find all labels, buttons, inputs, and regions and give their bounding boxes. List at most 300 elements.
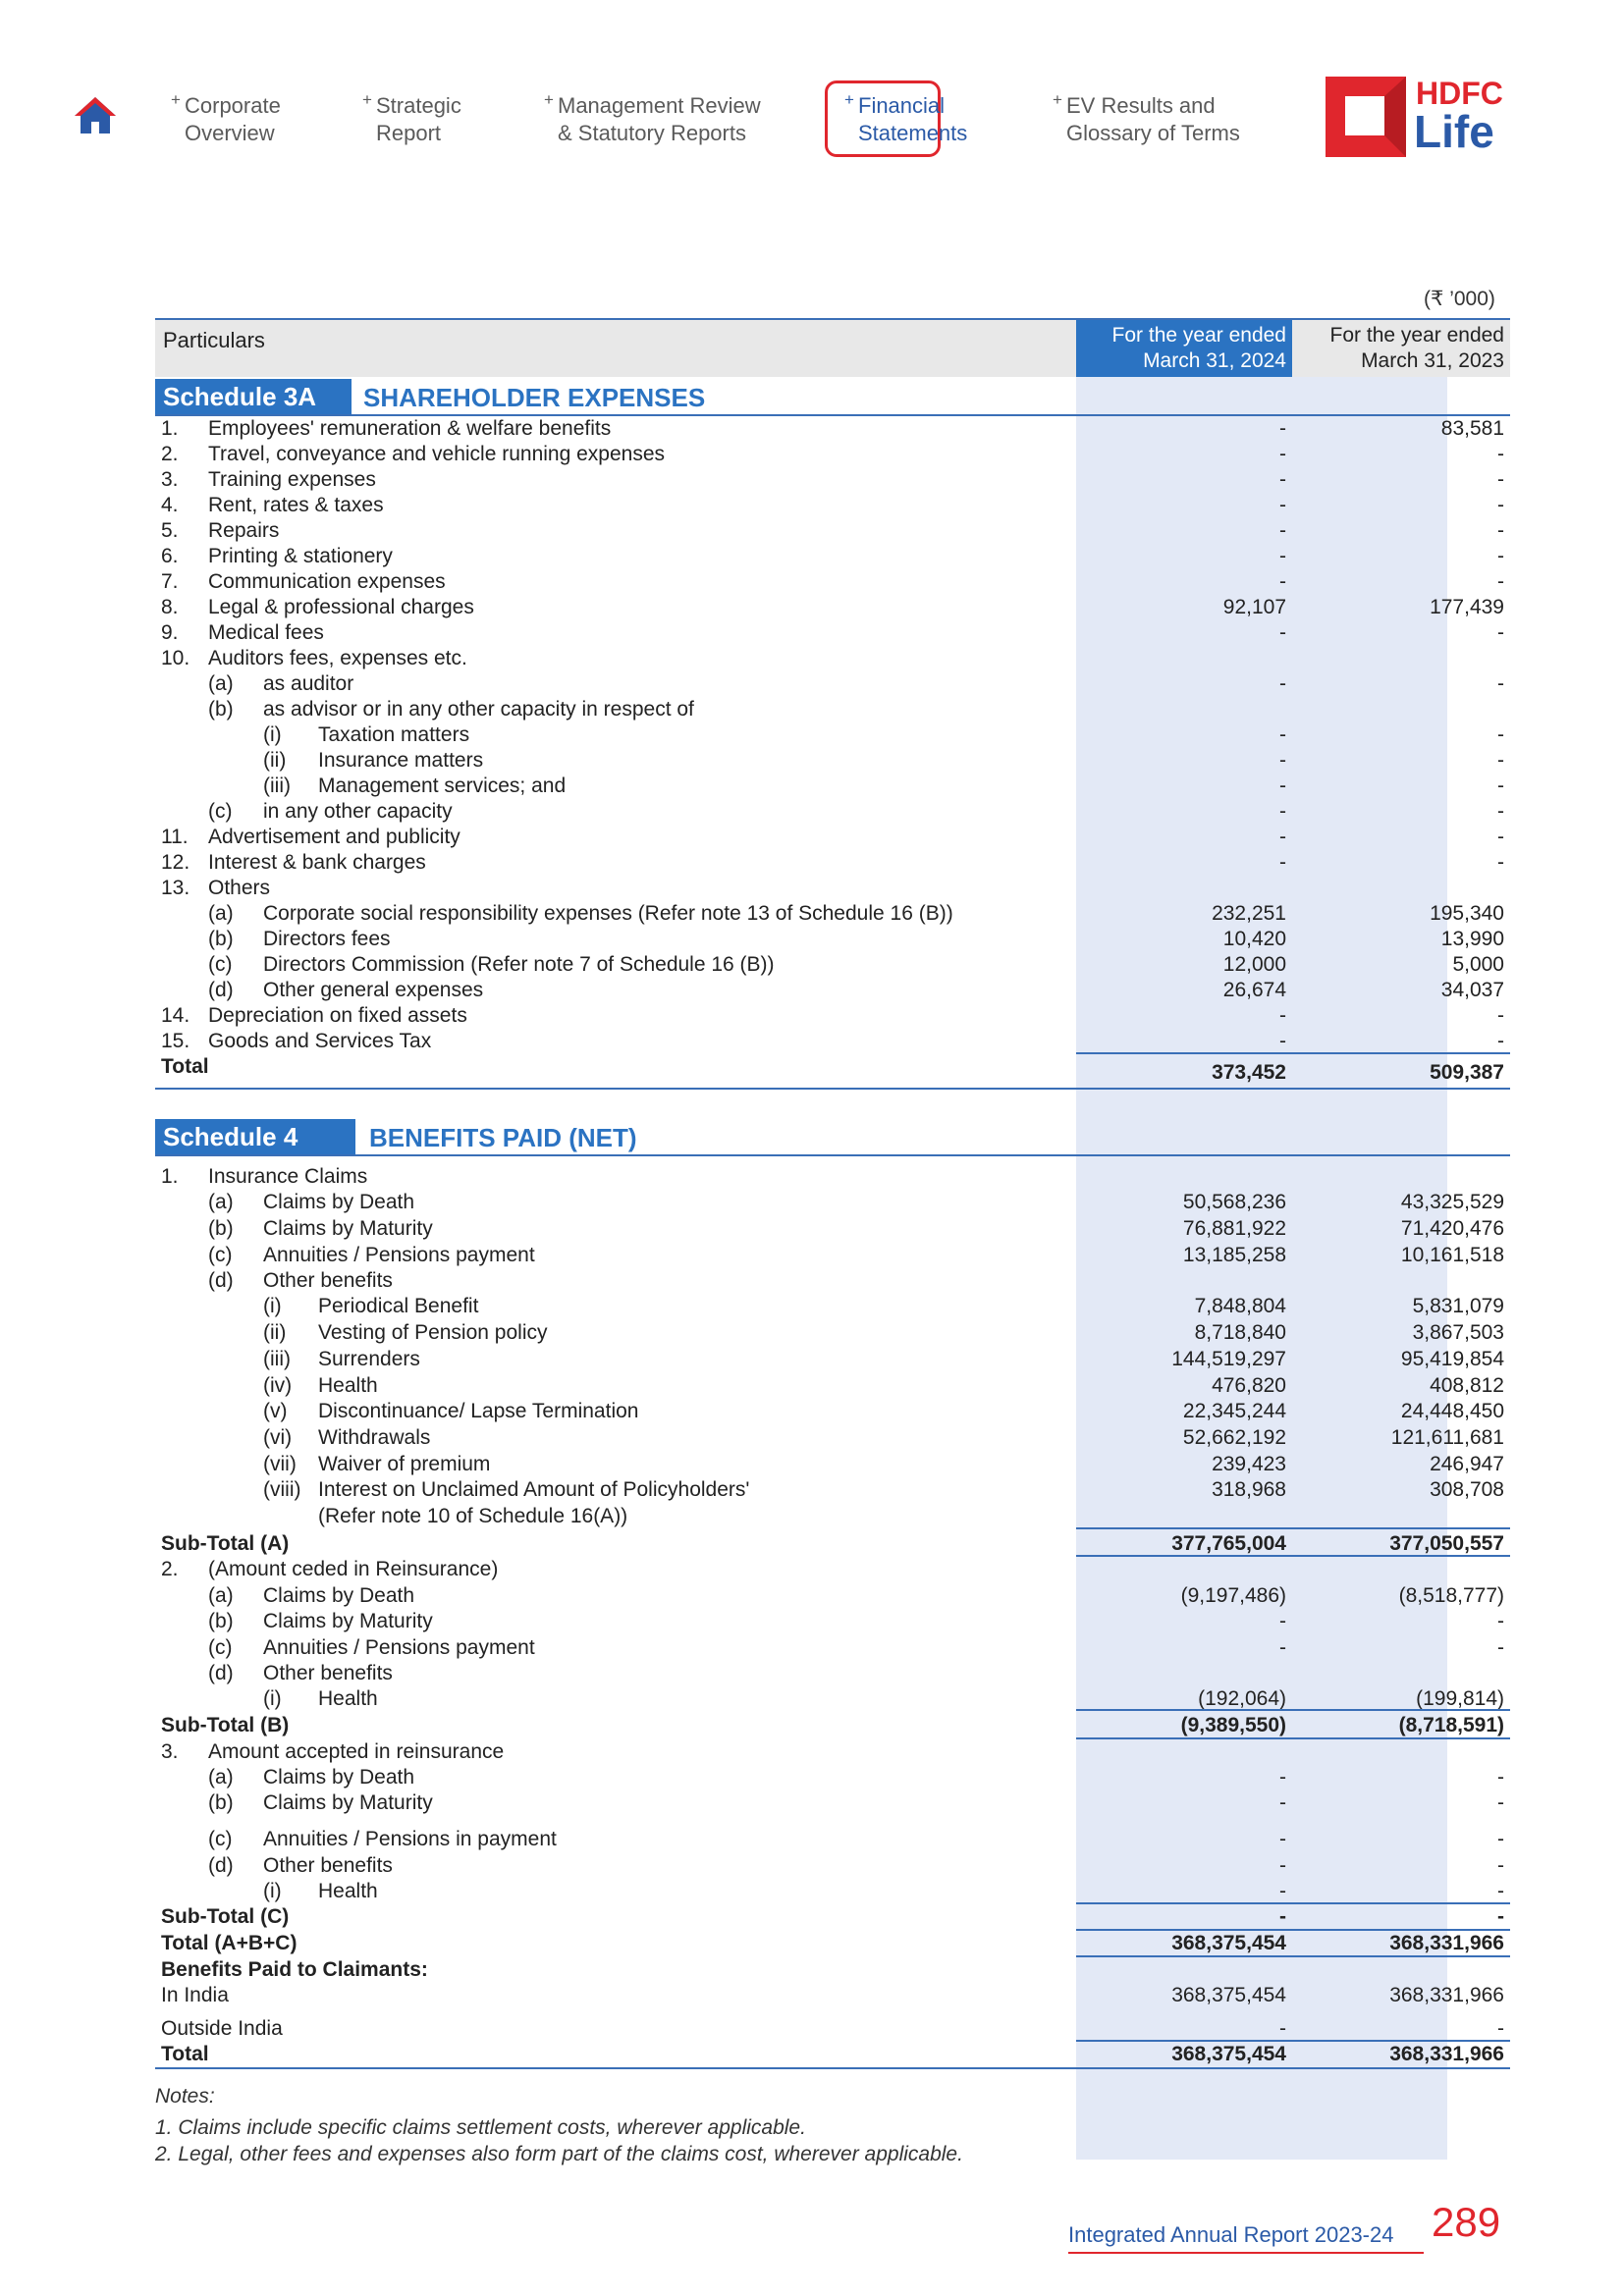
table-row (155, 927, 1510, 952)
logo-text-bottom: Life (1414, 106, 1494, 157)
row-label: Withdrawals (318, 1426, 431, 1449)
row-number: (d) (208, 1854, 234, 1877)
total-row (155, 1054, 1510, 1084)
header-fy2023-line2: March 31, 2023 (1361, 349, 1504, 372)
row-number: (ii) (263, 749, 287, 772)
row-label: Annuities / Pensions in payment (263, 1828, 557, 1850)
value-fy2023: 3,867,503 (1412, 1321, 1504, 1344)
row-number: 5. (161, 519, 179, 542)
row-label: Annuities / Pensions payment (263, 1636, 535, 1659)
rule-line (1076, 1555, 1292, 1557)
table-row (155, 1399, 1510, 1424)
table-row (155, 1425, 1510, 1451)
nav-label: EV Results and (1066, 93, 1216, 118)
row-label: Others (208, 877, 271, 899)
row-number: 14. (161, 1004, 190, 1027)
table-row (155, 1609, 1510, 1634)
rule-line (1076, 1902, 1292, 1904)
value-fy2024: - (1279, 2017, 1286, 2040)
value-fy2023: - (1497, 826, 1504, 848)
row-number: (i) (263, 1295, 282, 1317)
row-number: 12. (161, 851, 190, 874)
value-fy2024: 318,968 (1212, 1478, 1286, 1501)
table-row (155, 1983, 1510, 2008)
plus-icon: + (362, 90, 372, 109)
value-fy2023: - (1497, 1791, 1504, 1814)
table-row (155, 697, 1510, 722)
value-fy2024: 76,881,922 (1182, 1217, 1286, 1240)
value-fy2024: 144,519,297 (1171, 1348, 1286, 1370)
value-fy2024: - (1279, 443, 1286, 465)
value-fy2024: - (1279, 1610, 1286, 1632)
row-label: Vesting of Pension policy (318, 1321, 548, 1344)
value-fy2023: - (1497, 621, 1504, 644)
value-fy2024: - (1279, 621, 1286, 644)
row-label: as auditor (263, 672, 354, 695)
table-row (155, 544, 1510, 569)
plus-icon: + (544, 90, 554, 109)
value-fy2023: - (1497, 1766, 1504, 1789)
row-label: Annuities / Pensions payment (263, 1244, 535, 1266)
table-row (155, 978, 1510, 1003)
value-fy2023: 5,000 (1452, 953, 1504, 976)
plus-icon: + (1053, 90, 1062, 109)
value-fy2024: - (1279, 1030, 1286, 1052)
table-row (155, 1557, 1510, 1582)
nav-corporate-overview[interactable] (171, 90, 281, 147)
logo-mark-icon (1326, 77, 1406, 157)
notes-heading: Notes: (155, 2085, 215, 2108)
row-number: (b) (208, 1610, 234, 1632)
row-label: Claims by Maturity (263, 1610, 433, 1632)
value-fy2023: 24,448,450 (1400, 1400, 1504, 1422)
table-row (155, 569, 1510, 595)
row-label: Claims by Death (263, 1584, 415, 1607)
value-fy2024: 377,765,004 (1171, 1532, 1286, 1555)
table-row (155, 1320, 1510, 1346)
rule-line (1292, 2040, 1510, 2042)
row-label: Sub-Total (B) (161, 1714, 290, 1736)
table-row (155, 416, 1510, 442)
schedule-code: Schedule 4 (155, 1119, 355, 1154)
value-fy2024: 12,000 (1222, 953, 1286, 976)
value-fy2024: - (1279, 1854, 1286, 1877)
nav-label: Corporate (185, 93, 281, 118)
value-fy2024: 7,848,804 (1194, 1295, 1286, 1317)
table-row (155, 799, 1510, 825)
row-label: Amount accepted in reinsurance (208, 1740, 505, 1763)
value-fy2024: 368,375,454 (1171, 1932, 1286, 1954)
nav-label: Strategic (376, 93, 461, 118)
row-label: Discontinuance/ Lapse Termination (318, 1400, 639, 1422)
rule-line (1076, 2040, 1292, 2042)
nav-label: Overview (185, 121, 275, 145)
value-fy2023: - (1497, 519, 1504, 542)
row-label: Outside India (161, 2017, 283, 2040)
rule-line (1292, 1709, 1510, 1711)
row-number: (d) (208, 1269, 234, 1292)
row-label: Repairs (208, 519, 280, 542)
value-fy2024: 13,185,258 (1182, 1244, 1286, 1266)
row-number: (b) (208, 1791, 234, 1814)
row-label: Taxation matters (318, 723, 470, 746)
report-title: Integrated Annual Report 2023-24 (1068, 2222, 1394, 2247)
row-label: Claims by Maturity (263, 1217, 433, 1240)
row-number: (a) (208, 1766, 234, 1789)
plus-icon: + (171, 90, 181, 109)
value-fy2024: - (1279, 800, 1286, 823)
row-number: (b) (208, 928, 234, 950)
row-number: 10. (161, 647, 190, 669)
value-fy2023: 195,340 (1430, 902, 1504, 925)
value-fy2024: 373,452 (1212, 1061, 1286, 1084)
row-number: (c) (208, 1636, 233, 1659)
value-fy2023: - (1497, 1905, 1504, 1928)
row-number: (ii) (263, 1321, 287, 1344)
row-label: in any other capacity (263, 800, 453, 823)
nav-ev-results[interactable] (1053, 90, 1240, 147)
value-fy2024: 22,345,244 (1182, 1400, 1286, 1422)
value-fy2023: 10,161,518 (1400, 1244, 1504, 1266)
table-row (155, 774, 1510, 799)
row-label: Insurance matters (318, 749, 484, 772)
value-fy2023: - (1497, 570, 1504, 593)
table-row (155, 1827, 1510, 1852)
row-label: (Refer note 10 of Schedule 16(A)) (318, 1505, 628, 1527)
rule-line (1292, 1555, 1510, 1557)
row-number: (viii) (263, 1478, 301, 1501)
row-number: (i) (263, 723, 282, 746)
table-row (155, 1957, 1510, 1983)
table-row (155, 467, 1510, 493)
table-row (155, 825, 1510, 850)
header-fy2024-line1: For the year ended (1111, 324, 1286, 347)
table-row (155, 1583, 1510, 1609)
nav-management-review[interactable] (544, 90, 761, 147)
rule-line (155, 2067, 1510, 2069)
row-label: Total (A+B+C) (161, 1932, 298, 1954)
value-fy2023: - (1497, 2017, 1504, 2040)
row-number: (c) (208, 1244, 233, 1266)
table-row (155, 1003, 1510, 1029)
value-fy2023: 95,419,854 (1400, 1348, 1504, 1370)
table-row (155, 1635, 1510, 1661)
row-number: (d) (208, 979, 234, 1001)
value-fy2023: 246,947 (1430, 1453, 1504, 1475)
table-row (155, 1216, 1510, 1242)
value-fy2023: 368,331,966 (1389, 1984, 1504, 2006)
row-label: Medical fees (208, 621, 324, 644)
particulars-header: Particulars (163, 328, 265, 352)
row-label: Interest & bank charges (208, 851, 426, 874)
table-header (155, 318, 1510, 377)
table-row (155, 1531, 1510, 1557)
value-fy2023: 83,581 (1440, 417, 1504, 440)
row-number: 13. (161, 877, 190, 899)
value-fy2024: - (1279, 723, 1286, 746)
row-number: 2. (161, 1558, 179, 1580)
row-number: (v) (263, 1400, 288, 1422)
value-fy2023: (8,718,591) (1398, 1714, 1504, 1736)
value-fy2023: - (1497, 749, 1504, 772)
value-fy2024: 368,375,454 (1171, 2043, 1286, 2065)
value-fy2023: - (1497, 774, 1504, 797)
row-label: Claims by Death (263, 1766, 415, 1789)
header-fy2023-line1: For the year ended (1329, 324, 1504, 347)
value-fy2024: - (1279, 494, 1286, 516)
schedule-code: Schedule 3A (155, 379, 352, 414)
row-number: 11. (161, 826, 189, 848)
row-number: (d) (208, 1662, 234, 1684)
value-fy2024: - (1279, 826, 1286, 848)
nav-strategic-report[interactable] (362, 90, 461, 147)
row-label: Health (318, 1687, 378, 1710)
unit-label: (₹ ’000) (1424, 288, 1495, 310)
value-fy2023: - (1497, 1854, 1504, 1877)
value-fy2023: 43,325,529 (1400, 1191, 1504, 1213)
value-fy2023: (199,814) (1416, 1687, 1504, 1710)
value-fy2023: - (1497, 1610, 1504, 1632)
value-fy2024: - (1279, 1905, 1286, 1928)
row-label: Interest on Unclaimed Amount of Policyholders' (318, 1478, 750, 1501)
table-row (155, 901, 1510, 927)
table-row (155, 2042, 1510, 2067)
value-fy2024: - (1279, 570, 1286, 593)
value-fy2024: 52,662,192 (1182, 1426, 1286, 1449)
value-fy2024: - (1279, 1791, 1286, 1814)
page-number: 289 (1432, 2199, 1501, 2245)
table-row (155, 442, 1510, 467)
row-label: Surrenders (318, 1348, 420, 1370)
row-number: (i) (263, 1687, 282, 1710)
table-row (155, 1190, 1510, 1215)
note-item: 2. Legal, other fees and expenses also form part of the claims cost, wherever applicable. (155, 2143, 963, 2165)
nav-label: Management Review (558, 93, 761, 118)
nav-label: Glossary of Terms (1066, 121, 1240, 145)
value-fy2024: - (1279, 774, 1286, 797)
row-label: Health (318, 1374, 378, 1397)
plus-icon: + (844, 90, 854, 109)
table-row (155, 1790, 1510, 1816)
value-fy2023: 308,708 (1430, 1478, 1504, 1501)
table-row (155, 1373, 1510, 1399)
value-fy2023: - (1497, 545, 1504, 567)
row-label: Rent, rates & taxes (208, 494, 384, 516)
logo-text-top: HDFC (1416, 76, 1503, 111)
schedule-4-header (155, 1119, 1510, 1156)
row-number: (vi) (263, 1426, 293, 1449)
value-fy2024: (9,197,486) (1180, 1584, 1286, 1607)
row-number: 15. (161, 1030, 190, 1052)
table-row (155, 1294, 1510, 1319)
value-fy2023: - (1497, 851, 1504, 874)
row-number: 1. (161, 417, 179, 440)
table-row (155, 646, 1510, 671)
value-fy2023: - (1497, 1828, 1504, 1850)
row-label: Claims by Death (263, 1191, 415, 1213)
value-fy2024: - (1279, 672, 1286, 695)
rule-line (1292, 1955, 1510, 1957)
table-row (155, 620, 1510, 646)
row-label: In India (161, 1984, 229, 2006)
table-row (155, 1879, 1510, 1904)
row-label: Sub-Total (A) (161, 1532, 290, 1555)
value-fy2024: - (1279, 468, 1286, 491)
table-row (155, 1164, 1510, 1190)
section-rule (155, 1088, 1510, 1090)
value-fy2024: - (1279, 1828, 1286, 1850)
value-fy2023: - (1497, 468, 1504, 491)
row-number: (a) (208, 1191, 234, 1213)
table-row (155, 518, 1510, 544)
nav-label: Statements (858, 121, 968, 145)
row-number: (iii) (263, 774, 291, 797)
row-number: (vii) (263, 1453, 297, 1475)
row-label: Total (161, 1055, 209, 1078)
row-label: Other benefits (263, 1269, 393, 1292)
table-row (155, 1268, 1510, 1294)
note-item: 1. Claims include specific claims settlement costs, wherever applicable. (155, 2116, 806, 2139)
row-label: Benefits Paid to Claimants: (161, 1958, 428, 1981)
table-row (155, 671, 1510, 697)
table-row (155, 748, 1510, 774)
row-label: (Amount ceded in Reinsurance) (208, 1558, 499, 1580)
row-number: 1. (161, 1165, 179, 1188)
schedule-title: SHAREHOLDER EXPENSES (363, 383, 706, 412)
value-fy2023: 71,420,476 (1400, 1217, 1504, 1240)
rule-line (1076, 1527, 1292, 1529)
row-number: 3. (161, 1740, 179, 1763)
row-number: 3. (161, 468, 179, 491)
value-fy2023: 13,990 (1440, 928, 1504, 950)
footer-rule (1068, 2252, 1424, 2254)
value-fy2024: 50,568,236 (1182, 1191, 1286, 1213)
rule-line (1292, 1929, 1510, 1931)
row-number: (a) (208, 1584, 234, 1607)
row-number: (i) (263, 1880, 282, 1902)
value-fy2023: - (1497, 1880, 1504, 1902)
table-row (155, 850, 1510, 876)
header-fy2024-line2: March 31, 2024 (1143, 349, 1286, 372)
table-row (155, 952, 1510, 978)
row-label: Advertisement and publicity (208, 826, 460, 848)
value-fy2023: 377,050,557 (1389, 1532, 1504, 1555)
value-fy2024: - (1279, 1004, 1286, 1027)
row-label: Printing & stationery (208, 545, 393, 567)
value-fy2023: 368,331,966 (1389, 2043, 1504, 2065)
table-row (155, 1931, 1510, 1956)
nav-label: & Statutory Reports (558, 121, 746, 145)
row-label: Directors Commission (Refer note 7 of Schedule 16 (B)) (263, 953, 775, 976)
table-row (155, 1347, 1510, 1372)
row-number: 4. (161, 494, 179, 516)
row-label: Goods and Services Tax (208, 1030, 432, 1052)
hdfc-life-logo[interactable] (1326, 77, 1512, 157)
value-fy2024: 10,420 (1222, 928, 1286, 950)
schedule-3a-header (155, 379, 1510, 416)
value-fy2024: 8,718,840 (1194, 1321, 1286, 1344)
row-number: (a) (208, 672, 234, 695)
table-row (155, 595, 1510, 620)
value-fy2024: 92,107 (1222, 596, 1286, 618)
nav-label: Report (376, 121, 442, 145)
row-number: 6. (161, 545, 179, 567)
table-row (155, 1713, 1510, 1738)
rule-line (1292, 1527, 1510, 1529)
row-number: (c) (208, 1828, 233, 1850)
table-row (155, 1853, 1510, 1879)
rule-line (1076, 1709, 1292, 1711)
row-number: 9. (161, 621, 179, 644)
row-label: Management services; and (318, 774, 567, 797)
value-fy2024: 26,674 (1222, 979, 1286, 1001)
rule-line (1076, 1929, 1292, 1931)
row-label: Directors fees (263, 928, 391, 950)
table-row (155, 1739, 1510, 1765)
home-icon[interactable] (73, 94, 118, 135)
row-label: Claims by Maturity (263, 1791, 433, 1814)
value-fy2023: - (1497, 443, 1504, 465)
row-number: (a) (208, 902, 234, 925)
header-fy2024 (1076, 320, 1292, 377)
row-label: Other benefits (263, 1662, 393, 1684)
header-fy2023 (1292, 320, 1510, 377)
value-fy2023: - (1497, 672, 1504, 695)
value-fy2023: - (1497, 1004, 1504, 1027)
value-fy2023: 408,812 (1430, 1374, 1504, 1397)
row-label: Employees' remuneration & welfare benefits (208, 417, 612, 440)
row-number: (iii) (263, 1348, 291, 1370)
row-number: 7. (161, 570, 179, 593)
value-fy2023: (8,518,777) (1398, 1584, 1504, 1607)
value-fy2024: - (1279, 1766, 1286, 1789)
table-row (155, 1661, 1510, 1686)
table-row (155, 1477, 1510, 1503)
row-label: Communication expenses (208, 570, 446, 593)
value-fy2024: - (1279, 545, 1286, 567)
row-number: (iv) (263, 1374, 293, 1397)
value-fy2024: (192,064) (1198, 1687, 1286, 1710)
value-fy2023: 5,831,079 (1412, 1295, 1504, 1317)
row-label: Other general expenses (263, 979, 484, 1001)
table-row (155, 2016, 1510, 2042)
value-fy2023: 34,037 (1440, 979, 1504, 1001)
table-row (155, 876, 1510, 901)
value-fy2024: 368,375,454 (1171, 1984, 1286, 2006)
row-label: Corporate social responsibility expenses (Refer note 13 of Schedule 16 (B)) (263, 902, 953, 925)
value-fy2024: 476,820 (1212, 1374, 1286, 1397)
nav-label: Financial (858, 93, 946, 118)
value-fy2024: 232,251 (1212, 902, 1286, 925)
row-label: Auditors fees, expenses etc. (208, 647, 467, 669)
rule-line (1076, 1955, 1292, 1957)
value-fy2024: 239,423 (1212, 1453, 1286, 1475)
row-label: Other benefits (263, 1854, 393, 1877)
nav-financial-statements[interactable] (844, 90, 968, 147)
value-fy2024: - (1279, 417, 1286, 440)
table-row (155, 1765, 1510, 1790)
row-label: Depreciation on fixed assets (208, 1004, 467, 1027)
row-number: (c) (208, 800, 233, 823)
row-label: Periodical Benefit (318, 1295, 479, 1317)
table-row (155, 1029, 1510, 1054)
value-fy2024: - (1279, 1880, 1286, 1902)
row-label: Health (318, 1880, 378, 1902)
value-fy2023: - (1497, 723, 1504, 746)
row-label: Insurance Claims (208, 1165, 368, 1188)
value-fy2023: - (1497, 494, 1504, 516)
table-row (155, 1504, 1510, 1529)
